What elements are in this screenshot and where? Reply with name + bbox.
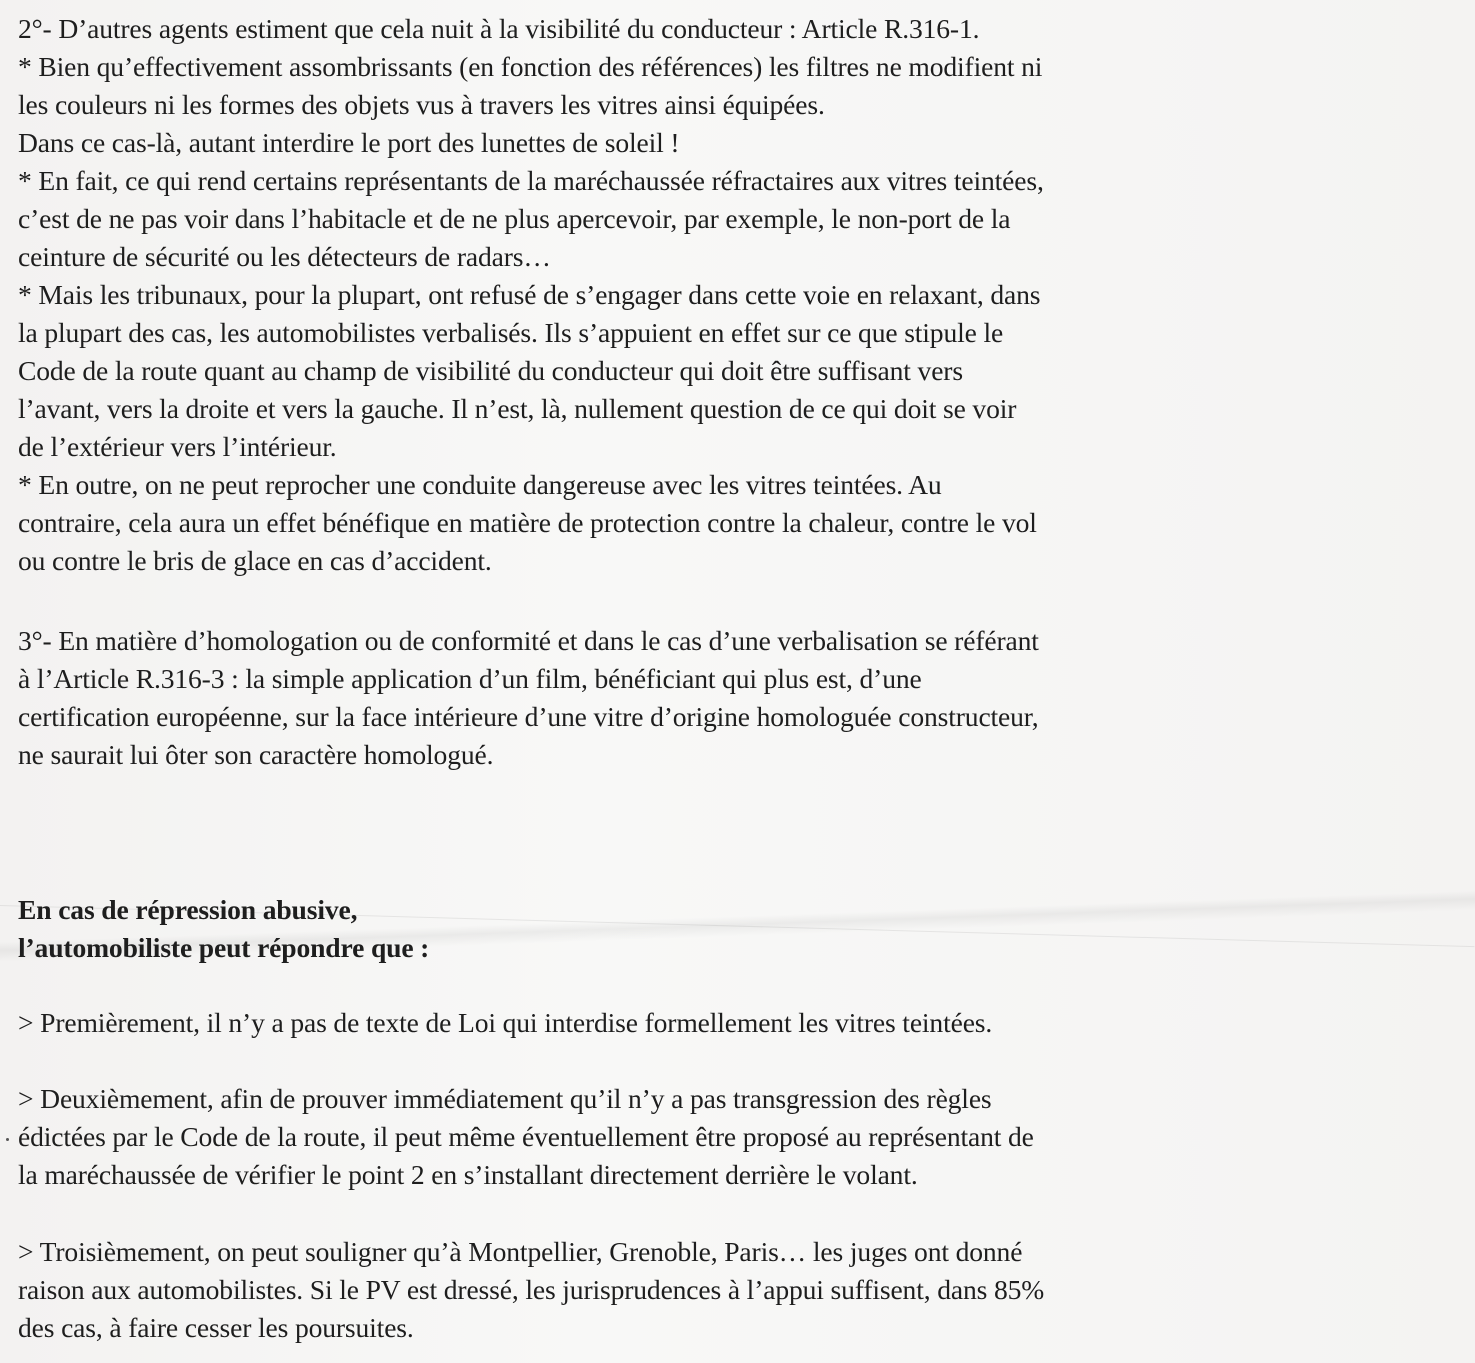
section-2-paragraph [18, 10, 1044, 580]
text-line: > Premièrement, il n’y a pas de texte de Loi qui interdise formellement les vitres teintées. [18, 1007, 993, 1038]
text-line: l’avant, vers la droite et vers la gauche. Il n’est, là, nullement question de ce qui doit se voir [18, 393, 1017, 424]
text-line: certification européenne, sur la face intérieure d’une vitre d’origine homologuée constructeur, [18, 701, 1039, 732]
text-line: * En fait, ce qui rend certains représentants de la maréchaussée réfractaires aux vitres teintées, [18, 165, 1044, 196]
text-line: * En outre, on ne peut reprocher une conduite dangereuse avec les vitres teintées. Au [18, 469, 942, 500]
text-line: raison aux automobilistes. Si le PV est dressé, les jurisprudences à l’appui suffisent, dans 85% [18, 1274, 1045, 1305]
text-line: des cas, à faire cesser les poursuites. [18, 1312, 414, 1343]
text-line: ceinture de sécurité ou les détecteurs de radars… [18, 241, 551, 272]
response-heading [18, 891, 429, 967]
heading-line: En cas de répression abusive, [18, 894, 358, 925]
text-line: la maréchaussée de vérifier le point 2 en s’installant directement derrière le volant. [18, 1159, 918, 1190]
text-line: Dans ce cas-là, autant interdire le port des lunettes de soleil ! [18, 127, 680, 158]
text-line: 2°- D’autres agents estiment que cela nuit à la visibilité du conducteur : Article R.316-1. [18, 13, 980, 44]
section-3-paragraph [18, 622, 1039, 774]
text-line: ou contre le bris de glace en cas d’accident. [18, 545, 492, 576]
text-line: la plupart des cas, les automobilistes verbalisés. Ils s’appuient en effet sur ce que stipule le [18, 317, 1004, 348]
scan-speck [6, 1138, 9, 1141]
text-line: c’est de ne pas voir dans l’habitacle et de ne plus apercevoir, par exemple, le non-port de la [18, 203, 1011, 234]
text-line: 3°- En matière d’homologation ou de conformité et dans le cas d’une verbalisation se référant [18, 625, 1039, 656]
text-line: de l’extérieur vers l’intérieur. [18, 431, 337, 462]
point-2-paragraph [18, 1080, 1034, 1194]
text-line: à l’Article R.316-3 : la simple application d’un film, bénéficiant qui plus est, d’une [18, 663, 922, 694]
point-3-paragraph [18, 1233, 1044, 1347]
text-line: > Troisièmement, on peut souligner qu’à Montpellier, Grenoble, Paris… les juges ont donné [18, 1236, 1023, 1267]
heading-line: l’automobiliste peut répondre que : [18, 932, 430, 963]
text-line: > Deuxièmement, afin de prouver immédiatement qu’il n’y a pas transgression des règles [18, 1083, 992, 1114]
text-line: les couleurs ni les formes des objets vus à travers les vitres ainsi équipées. [18, 89, 825, 120]
text-line: * Mais les tribunaux, pour la plupart, ont refusé de s’engager dans cette voie en relaxant, dans [18, 279, 1041, 310]
point-1-paragraph [18, 1004, 992, 1042]
text-line: * Bien qu’effectivement assombrissants (en fonction des références) les filtres ne modifient ni [18, 51, 1043, 82]
text-line: Code de la route quant au champ de visibilité du conducteur qui doit être suffisant vers [18, 355, 963, 386]
text-line: contraire, cela aura un effet bénéfique en matière de protection contre la chaleur, contre le vol [18, 507, 1037, 538]
text-line: ne saurait lui ôter son caractère homologué. [18, 739, 494, 770]
text-line: édictées par le Code de la route, il peut même éventuellement être proposé au représentant de [18, 1121, 1034, 1152]
